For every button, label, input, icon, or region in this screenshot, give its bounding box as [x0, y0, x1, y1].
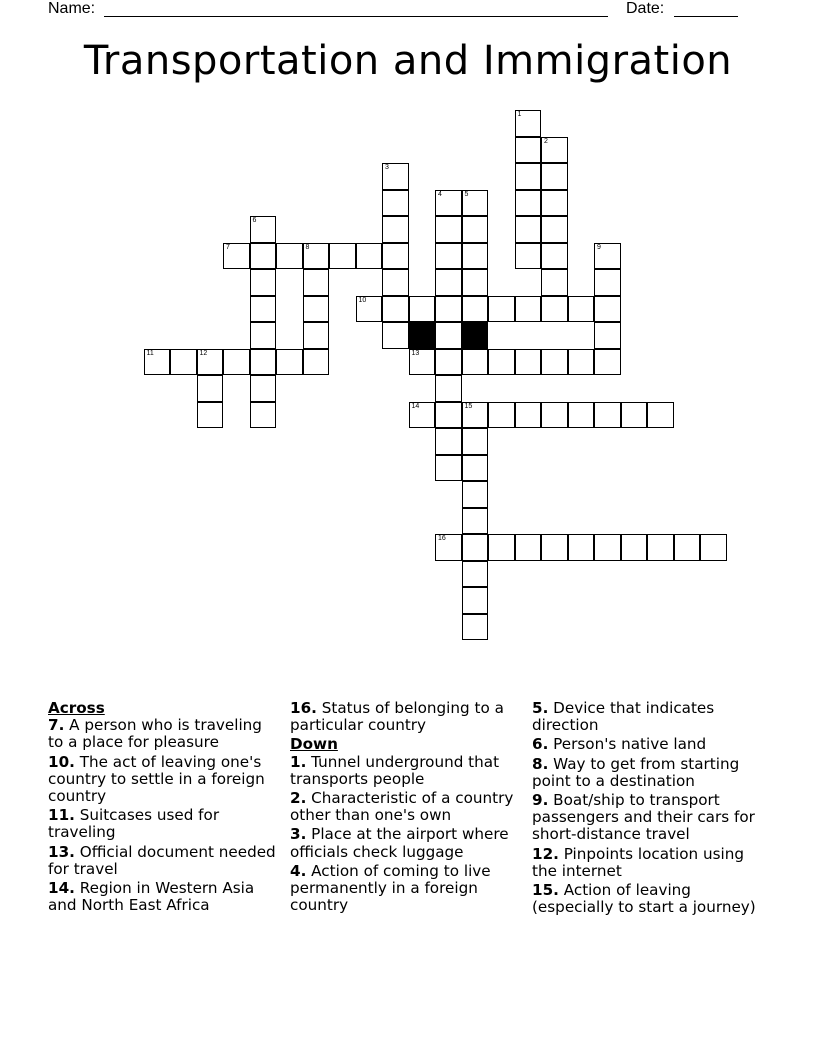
page-title: Transportation and Immigration	[83, 38, 733, 84]
down-heading: Down	[290, 735, 338, 754]
crossword-cell[interactable]	[462, 561, 489, 588]
clue-down-12	[532, 846, 772, 880]
clue-text: Region in Western Asia and North East Africa	[48, 879, 255, 915]
crossword-cell[interactable]	[435, 428, 462, 455]
crossword-cell[interactable]	[462, 508, 489, 535]
crossword-cell[interactable]	[541, 216, 568, 243]
crossword-cell[interactable]	[409, 296, 436, 323]
clue-number: 4.	[290, 861, 307, 880]
crossword-cell[interactable]	[541, 190, 568, 217]
clue-across-7	[48, 717, 280, 751]
crossword-cell[interactable]	[515, 243, 542, 270]
clue-number: 6.	[532, 735, 549, 754]
cell-number: 4	[438, 190, 442, 198]
clue-number: 8.	[532, 754, 549, 773]
crossword-cell[interactable]	[382, 322, 409, 349]
crossword-cell[interactable]	[594, 322, 621, 349]
crossword-cell[interactable]	[515, 110, 542, 137]
crossword-cell[interactable]	[382, 163, 409, 190]
crossword-cell[interactable]	[435, 322, 462, 349]
crossword-cell[interactable]	[382, 269, 409, 296]
crossword-cell[interactable]	[488, 534, 515, 561]
crossword-cell[interactable]	[515, 349, 542, 376]
clue-text: Characteristic of a country other than one's own	[290, 789, 514, 825]
clue-text: A person who is traveling to a place for pleasure	[48, 716, 262, 752]
crossword-cell[interactable]	[462, 243, 489, 270]
clue-down-4	[290, 863, 526, 915]
clue-text: Person's native land	[553, 735, 707, 754]
crossword-cell[interactable]	[197, 349, 224, 376]
cell-number: 2	[544, 137, 548, 145]
cell-number: 11	[146, 349, 154, 357]
clue-number: 9.	[532, 791, 549, 810]
crossword-cell[interactable]	[223, 243, 250, 270]
crossword-cell[interactable]	[594, 269, 621, 296]
crossword-cell[interactable]	[250, 375, 277, 402]
crossword-cell[interactable]	[435, 216, 462, 243]
crossword-cell[interactable]	[594, 296, 621, 323]
crossword-cell[interactable]	[541, 296, 568, 323]
clue-down-2	[290, 790, 526, 824]
crossword-cell[interactable]	[462, 349, 489, 376]
crossword-cell[interactable]	[329, 243, 356, 270]
clue-number: 2.	[290, 789, 307, 808]
clue-down-3	[290, 826, 526, 860]
crossword-cell[interactable]	[250, 322, 277, 349]
crossword-cell[interactable]	[462, 269, 489, 296]
crossword-cell[interactable]	[541, 243, 568, 270]
clue-down-5	[532, 700, 772, 734]
clue-number: 5.	[532, 699, 549, 717]
clues-column-1	[48, 700, 280, 916]
crossword-cell[interactable]	[515, 216, 542, 243]
clue-text: Action of leaving (especially to start a journey)	[532, 881, 756, 917]
clue-number: 16.	[290, 699, 317, 717]
clues-column-2	[290, 700, 526, 916]
black-cell	[462, 322, 489, 349]
crossword-cell[interactable]	[382, 243, 409, 270]
clue-number: 15.	[532, 881, 559, 900]
crossword-cell[interactable]	[303, 243, 330, 270]
crossword-cell[interactable]	[674, 534, 701, 561]
crossword-cell[interactable]	[621, 402, 648, 429]
cell-number: 5	[464, 190, 469, 198]
cell-number: 14	[411, 402, 420, 410]
clue-across-11	[48, 807, 280, 841]
clue-number: 11.	[48, 806, 75, 825]
clue-text: Official document needed for travel	[48, 842, 276, 878]
crossword-cell[interactable]	[435, 375, 462, 402]
crossword-cell[interactable]	[462, 534, 489, 561]
date-label: Date:	[626, 0, 665, 17]
crossword-cell[interactable]	[541, 402, 568, 429]
crossword-cell[interactable]	[515, 137, 542, 164]
crossword-cell[interactable]	[409, 349, 436, 376]
clue-text: Status of belonging to a particular country	[290, 699, 504, 735]
cell-number: 6	[252, 217, 257, 224]
crossword-cell[interactable]	[435, 190, 462, 217]
clue-text: Action of coming to live permanently in a foreign country	[290, 861, 491, 915]
crossword-cell[interactable]	[541, 269, 568, 296]
clue-text: Pinpoints location using the internet	[532, 844, 744, 880]
crossword-cell[interactable]	[250, 296, 277, 323]
crossword-cell[interactable]	[303, 296, 330, 323]
clue-number: 14.	[48, 879, 75, 898]
crossword-cell[interactable]	[541, 534, 568, 561]
clue-across-16	[290, 700, 526, 734]
clue-across-14	[48, 880, 280, 914]
cell-number: 15	[464, 402, 473, 410]
crossword-cell[interactable]	[197, 402, 224, 429]
clue-text: Tunnel underground that transports people	[290, 752, 500, 788]
crossword-cell[interactable]	[594, 349, 621, 376]
clue-down-6	[532, 736, 772, 753]
clue-number: 1.	[290, 752, 307, 771]
crossword-cell[interactable]	[170, 349, 197, 376]
clue-number: 12.	[532, 844, 559, 863]
crossword-cell[interactable]	[541, 137, 568, 164]
crossword-cell[interactable]	[515, 296, 542, 323]
crossword-cell[interactable]	[250, 216, 277, 243]
across-heading: Across	[48, 699, 105, 717]
crossword-cell[interactable]	[541, 349, 568, 376]
cell-number: 1	[517, 111, 522, 118]
crossword-cell[interactable]	[462, 216, 489, 243]
crossword-cell[interactable]	[382, 296, 409, 323]
cell-number: 12	[199, 349, 208, 357]
crossword-cell[interactable]	[462, 455, 489, 482]
crossword-cell[interactable]	[250, 269, 277, 296]
crossword-cell[interactable]	[647, 402, 674, 429]
clue-number: 13.	[48, 842, 75, 861]
crossword-cell[interactable]	[647, 534, 674, 561]
crossword-cell[interactable]	[276, 349, 303, 376]
crossword-cell[interactable]	[700, 534, 727, 561]
crossword-cell[interactable]	[515, 402, 542, 429]
crossword-cell[interactable]	[435, 269, 462, 296]
cell-number: 7	[226, 243, 230, 251]
crossword-cell[interactable]	[462, 428, 489, 455]
crossword-cell[interactable]	[409, 402, 436, 429]
crossword-cell[interactable]	[435, 455, 462, 482]
crossword-cell[interactable]	[250, 349, 277, 376]
clue-text: The act of leaving one's country to settle in a foreign country	[48, 752, 265, 806]
crossword-cell[interactable]	[594, 402, 621, 429]
crossword-cell[interactable]	[462, 614, 489, 641]
clue-down-8	[532, 756, 772, 790]
crossword-cell[interactable]	[594, 534, 621, 561]
crossword-cell[interactable]	[435, 534, 462, 561]
crossword-cell[interactable]	[515, 190, 542, 217]
clue-across-10	[48, 754, 280, 806]
clue-text: Suitcases used for traveling	[48, 806, 220, 842]
crossword-cell[interactable]	[488, 296, 515, 323]
clues-column-3	[532, 700, 772, 918]
clue-text: Device that indicates direction	[532, 699, 715, 735]
clue-down-15	[532, 882, 772, 916]
crossword-cell[interactable]	[435, 349, 462, 376]
clue-number: 7.	[48, 716, 65, 735]
crossword-cell[interactable]	[462, 481, 489, 508]
crossword-cell[interactable]	[435, 402, 462, 429]
crossword-cell[interactable]	[515, 163, 542, 190]
clue-text: Place at the airport where officials check luggage	[290, 825, 509, 861]
crossword-cell[interactable]	[515, 534, 542, 561]
crossword-cell[interactable]	[568, 296, 595, 323]
crossword-cell[interactable]	[382, 216, 409, 243]
crossword-cell[interactable]	[303, 349, 330, 376]
crossword-cell[interactable]	[197, 375, 224, 402]
crossword-cell[interactable]	[223, 349, 250, 376]
cell-number: 16	[438, 535, 446, 542]
crossword-cell[interactable]	[568, 534, 595, 561]
crossword-cell[interactable]	[462, 402, 489, 429]
crossword-cell[interactable]	[462, 190, 489, 217]
crossword-cell[interactable]	[462, 587, 489, 614]
crossword-cell[interactable]	[568, 349, 595, 376]
cell-number: 8	[305, 243, 310, 251]
clue-text: Boat/ship to transport passengers and their cars for short-distance travel	[532, 791, 755, 844]
crossword-cell[interactable]	[568, 402, 595, 429]
crossword-cell[interactable]	[594, 243, 621, 270]
clue-text: Way to get from starting point to a destination	[532, 754, 740, 790]
crossword-cell[interactable]	[462, 296, 489, 323]
crossword-cell[interactable]	[303, 322, 330, 349]
clue-down-9	[532, 792, 772, 844]
name-label: Name:	[48, 0, 96, 17]
crossword-cell[interactable]	[356, 296, 383, 323]
crossword-cell[interactable]	[276, 243, 303, 270]
crossword-cell[interactable]	[435, 243, 462, 270]
cell-number: 10	[358, 296, 367, 304]
crossword-cell[interactable]	[541, 163, 568, 190]
crossword-cell[interactable]	[621, 534, 648, 561]
clue-number: 10.	[48, 752, 75, 771]
crossword-cell[interactable]	[488, 402, 515, 429]
crossword-cell[interactable]	[382, 190, 409, 217]
clue-across-13	[48, 844, 280, 878]
clue-number: 3.	[290, 825, 307, 844]
black-cell	[409, 322, 436, 349]
crossword-cell[interactable]	[250, 243, 277, 270]
clue-down-1	[290, 754, 526, 788]
crossword-cell[interactable]	[144, 349, 171, 376]
crossword-cell[interactable]	[303, 269, 330, 296]
crossword-cell[interactable]	[435, 296, 462, 323]
cell-number: 13	[411, 349, 420, 357]
crossword-cell[interactable]	[250, 402, 277, 429]
crossword-cell[interactable]	[488, 349, 515, 376]
cell-number: 3	[385, 164, 389, 171]
cell-number: 9	[597, 243, 601, 251]
crossword-cell[interactable]	[356, 243, 383, 270]
